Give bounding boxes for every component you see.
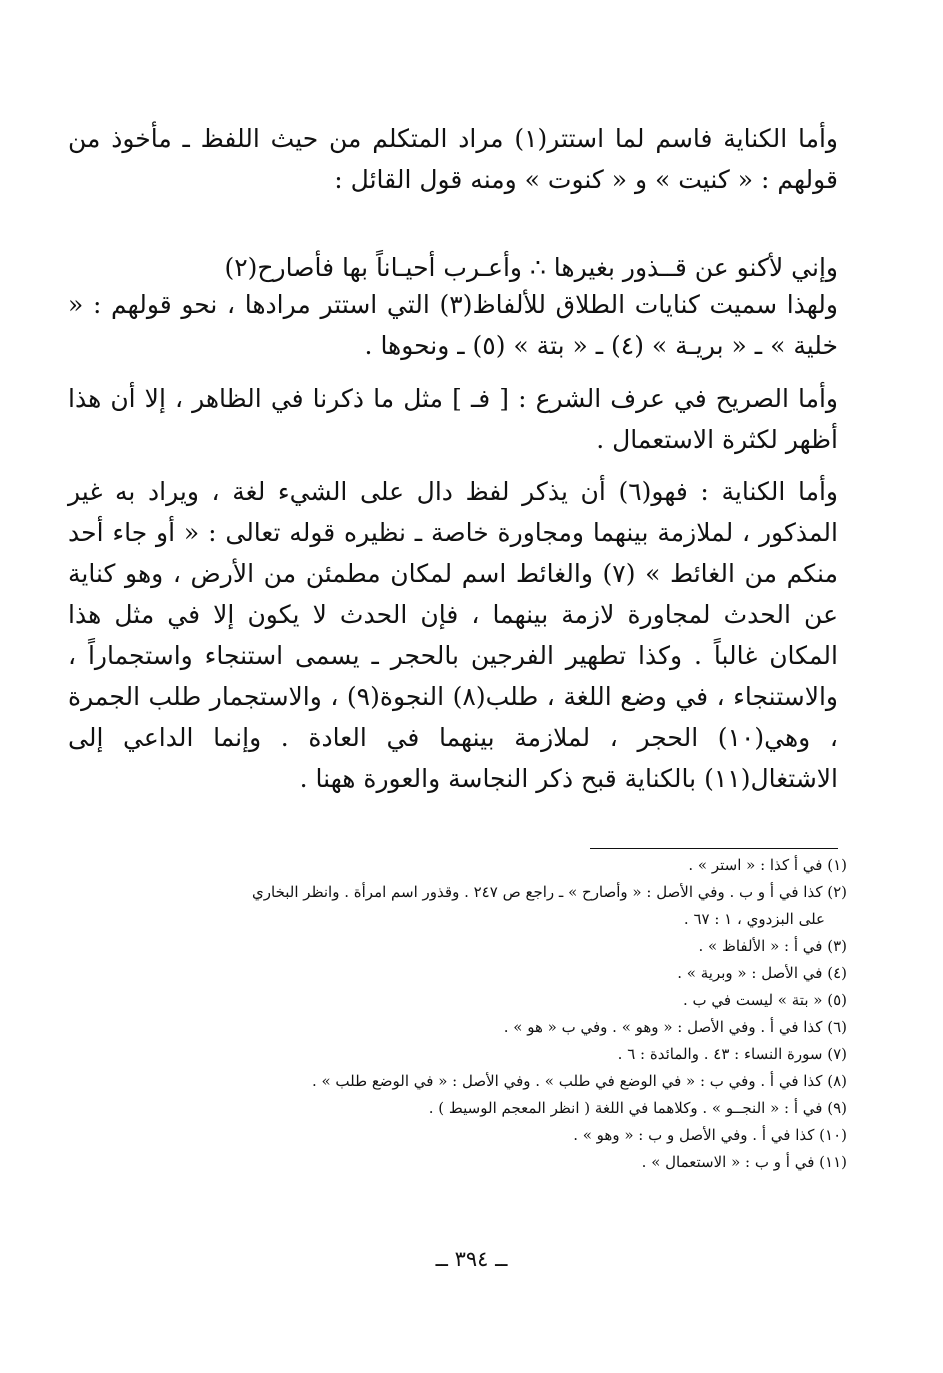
paragraph-kinaya-explanation: وأما الكناية : فهو(٦) أن يذكر لفظ دال على الشيء لغة ، ويراد به غير المذكور ، لملازمة بينهما ومجاورة خاصة ـ نظيره قوله تعالى : « أو جاء أحد منكم من الغائط » (٧) والغائط اسم لمكان مطمئن من الأرض ، وهو كناية عن الحدث لمجاورة لازمة بينهما ، فإن الحدث لا يكون إلا في مثل هذا المكان غالباً . وكذا تطهير الفرجين بالحجر ـ يسمى استنجاء واستجماراً ، والاستنجاء ، في وضع اللغة ، طلب(٨) النجوة(٩) ، والاستجمار طلب الجمرة ، وهي(١٠) الحجر ، لملازمة بينهما في العادة . وإنما الداعي إلى الاشتغال(١١) بالكناية قبح ذكر النجاسة والعورة ههنا . [68, 477, 838, 793]
footnote: (٢) كذا في أ و ب . وفي الأصل : « وأصارح » ـ راجع ص ٢٤٧ . وقذور اسم امرأة . وانظر البخاري [252, 883, 847, 901]
footnote: (١٠) كذا في أ . وفي الأصل و ب : « وهو » . [573, 1126, 847, 1144]
footnote: (٦) كذا في أ . وفي الأصل : « وهو » . وفي ب « هو » . [503, 1018, 847, 1036]
footnote-continuation: على البزدوي ، ١ : ٦٧ . [683, 910, 825, 928]
poetry-verse: وإني لأكنو عن قــذور بغيرها ∴ وأعـرب أحيـاناً بها فأصارح(٢) [224, 253, 838, 282]
footnote: (١١) في أ و ب : « الاستعمال » . [641, 1153, 847, 1171]
footnote: (٧) سورة النساء : ٤٣ . والمائدة : ٦ . [617, 1045, 847, 1063]
paragraph-sarih-shar: وأما الصريح في عرف الشرع : [ فـ ] مثل ما ذكرنا في الظاهر ، إلا أن هذا أظهر لكثرة الاستعمال . [68, 384, 838, 454]
footnote: (٤) في الأصل : « وبرية » . [677, 964, 847, 982]
footnote: (٣) في أ : « الألفاظ » . [698, 937, 847, 955]
page-number: ــ ٣٩٤ ــ [435, 1247, 508, 1271]
footnote: (٥) « بتة » ليست في ب . [682, 991, 847, 1009]
footnotes [57, 852, 847, 1176]
footnote-divider [590, 848, 838, 849]
footnote: (٩) في أ : « النجــو » . وكلاهما في اللغة ( انظر المعجم الوسيط ) . [428, 1099, 847, 1117]
footnote: (١) في أ كذا : « استر » . [688, 856, 847, 874]
paragraph-talaq-kinayat: ولهذا سميت كنايات الطلاق للألفاظ(٣) التي استتر مرادها ، نحو قولهم : « خلية » ـ « بريـة » (٤) ـ « بتة » (٥) ـ ونحوها . [68, 290, 838, 360]
footnote: (٨) كذا في أ . وفي ب : « في الوضع في طلب » . وفي الأصل : « في الوضع طلب » . [311, 1072, 847, 1090]
paragraph-kinaya-definition: وأما الكناية فاسم لما استتر(١) مراد المتكلم من حيث اللفظ ـ مأخوذ من قولهم : « كنيت » و « كنوت » ومنه قول القائل : [68, 124, 838, 194]
